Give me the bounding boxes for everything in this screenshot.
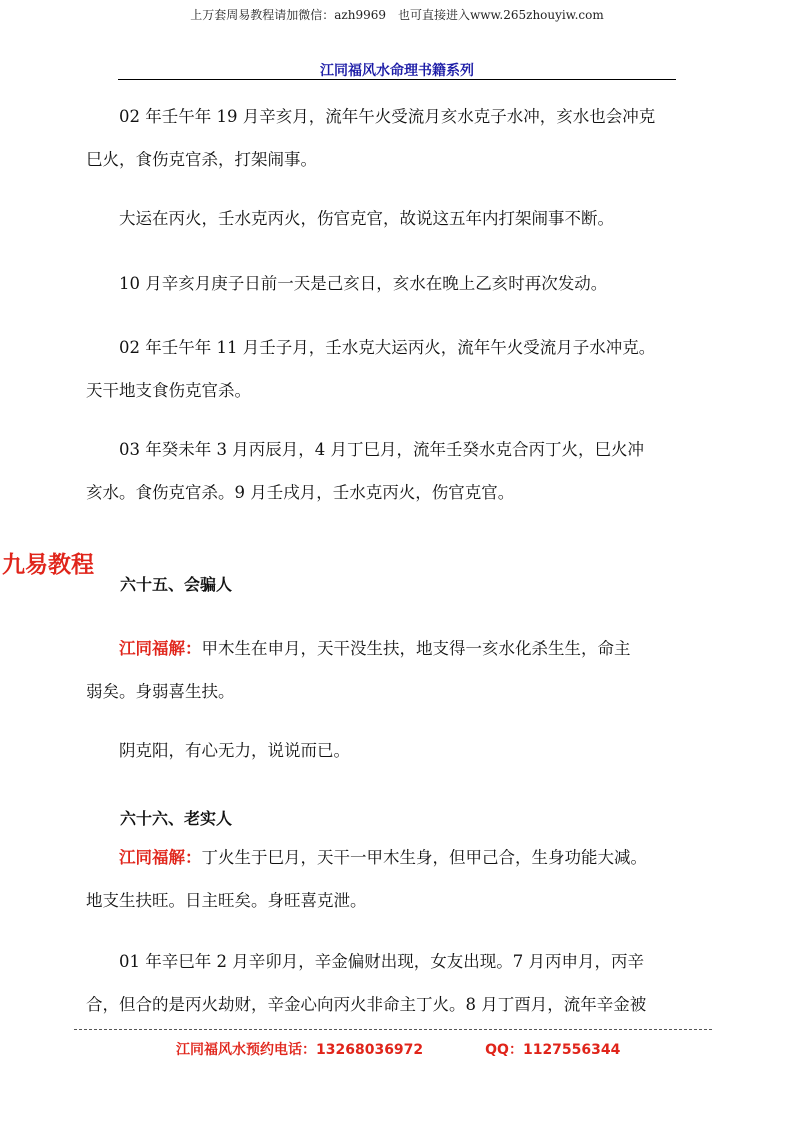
- paragraph-line: 01 年辛巳年 2 月辛卯月，辛金偏财出现，女友出现。7 月丙申月，丙辛: [119, 952, 644, 971]
- footer-phone: 江同福风水预约电话：13268036972: [176, 1042, 424, 1058]
- author-label: 江同福解：: [119, 848, 202, 867]
- paragraph: [86, 940, 711, 1026]
- paragraph-line: 天干地支食伤克官杀。: [86, 381, 251, 400]
- paragraph-line: 02 年壬午年 19 月辛亥月，流年午火受流月亥水克子水冲，亥水也会冲克: [119, 107, 656, 126]
- paragraph: [86, 729, 711, 772]
- paragraph-line: 03 年癸未年 3 月丙辰月，4 月丁巳月，流年壬癸水克合丙丁火，巳火冲: [119, 440, 644, 459]
- section65-explanation: [86, 627, 711, 713]
- paragraph-line: 亥水。食伤克官杀。9 月壬戌月，壬水克丙火，伤官克官。: [86, 483, 515, 502]
- section-heading-65: 六十五、会骗人: [120, 575, 233, 594]
- footer-rule: [74, 1029, 712, 1030]
- paragraph: [86, 428, 711, 514]
- paragraph: [86, 197, 711, 240]
- paragraph-line: 阴克阳，有心无力，说说而已。: [119, 741, 350, 760]
- paragraph-line: 甲木生在申月，天干没生扶，地支得一亥水化杀生生，命主: [201, 639, 631, 658]
- author-label: 江同福解：: [119, 639, 202, 658]
- footer-qq: QQ：1127556344: [485, 1042, 621, 1058]
- footer-contact: [176, 1039, 620, 1059]
- paragraph-line: 弱矣。身弱喜生扶。: [86, 682, 235, 701]
- paragraph-line: 地支生扶旺。日主旺矣。身旺喜克泄。: [86, 891, 367, 910]
- header-rule: [118, 79, 676, 80]
- section66-explanation: [86, 836, 711, 922]
- paragraph-line: 丁火生于巳月，天干一甲木生身，但甲己合，生身功能大减。: [201, 848, 647, 867]
- paragraph-line: 巳火，食伤克官杀，打架闹事。: [86, 150, 317, 169]
- paragraph: [86, 326, 711, 412]
- paragraph-line: 大运在丙火，壬水克丙火，伤官克官，故说这五年内打架闹事不断。: [119, 209, 614, 228]
- watermark-text: 九易教程: [2, 552, 94, 578]
- series-title: 江同福风水命理书籍系列: [320, 63, 474, 79]
- section-heading-66: 六十六、老实人: [120, 809, 233, 828]
- top-note: 上万套周易教程请加微信：azh9969 也可直接进入www.265zhouyiw.com: [190, 8, 604, 22]
- paragraph-line: 合，但合的是丙火劫财，辛金心向丙火非命主丁火。8 月丁酉月，流年辛金被: [86, 995, 647, 1014]
- paragraph-line: 10 月辛亥月庚子日前一天是己亥日，亥水在晚上乙亥时再次发动。: [119, 274, 608, 293]
- paragraph-line: 02 年壬午年 11 月壬子月，壬水克大运丙火，流年午火受流月子水冲克。: [119, 338, 656, 357]
- paragraph: [86, 95, 711, 181]
- paragraph: [86, 262, 711, 305]
